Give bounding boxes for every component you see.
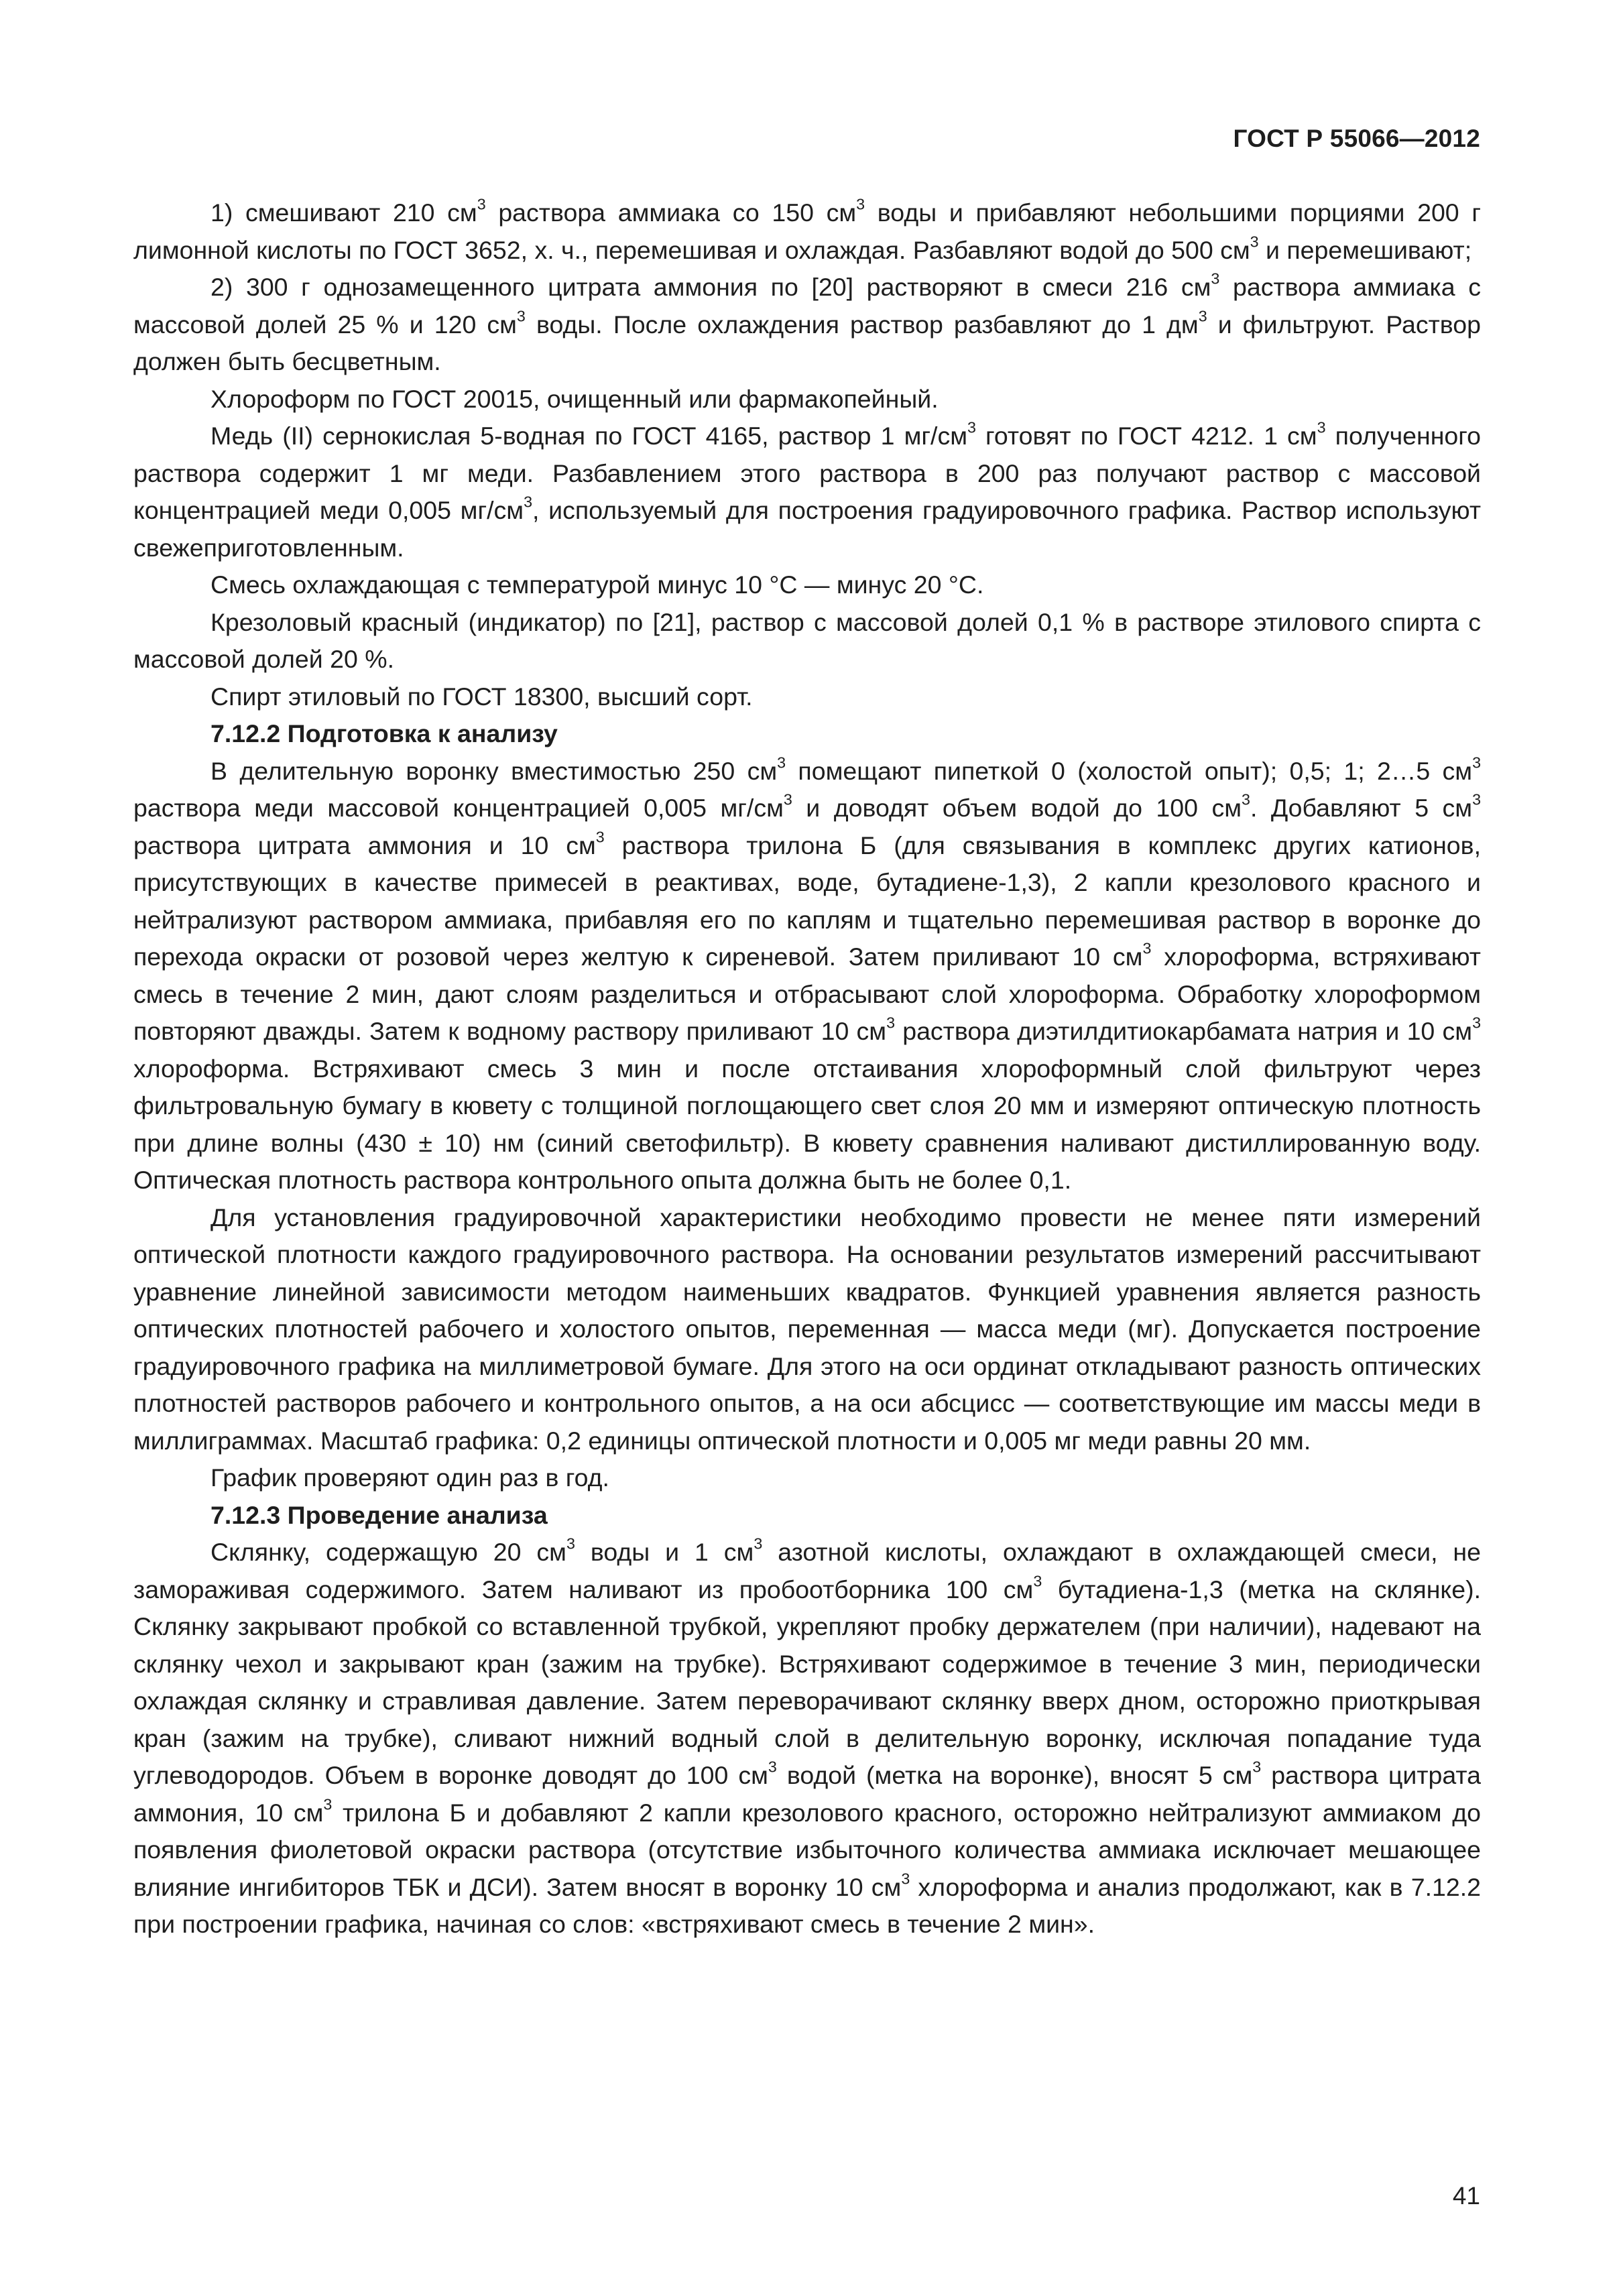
paragraph: Спирт этиловый по ГОСТ 18300, высший сорт.: [211, 682, 753, 711]
paragraph: Склянку, содержащую 20 $см^3$ воды и 1 $см^3$ азотной кислоты, охлаждают в охлаждающей смеси, не замораживая содержимого. Затем наливают из пробоотборника 100 $см^3$ бутадиена-1,3 (метка на склянке). Склянку закрывают пробкой со вставленной трубкой, укрепляют пробку держателем (при наличии), надевают на склянку чехол и закрывают кран (зажим на трубке). Встряхивают содержимое в течение 3 мин, периодически охлаждая склянку и стравливая давление. Затем переворачивают склянку вверх дном, осторожно приоткрывая кран (зажим на трубке), сливают нижний водный слой в делительную воронку, исключая попадание туда углеводородов. Объем в воронке доводят до 100 $см^3$ водой (метка на воронке), вносят 5 $см^3$ раствора цитрата аммония, 10 $см^3$ трилона Б и добавляют 2 капли крезолового красного, осторожно нейтрализуют аммиаком до появления фиолетовой окраски раствора (отсутствие избыточного количества аммиака исключает мешающее влияние ингибиторов ТБК и ДСИ). Затем вносят в воронку 10 $см^3$ хлороформа и анализ продолжают, как в 7.12.2 при построении графика, начиная со слов: «встряхивают смесь в течение 2 мин».: [133, 1534, 1481, 1938]
paragraph: Медь (II) сернокислая 5-водная по ГОСТ 4165, раствор 1 $мг/см^3$ готовят по ГОСТ 4212. 1 $см^3$ полученного раствора содержит 1 мг меди. Разбавлением этого раствора в 200 раз получают раствор с массовой концентрацией меди 0,005 $мг/см^3$, используемый для построения градуировочного графика. Раствор используют свежеприготовленным.: [133, 418, 1481, 562]
section-heading: 7.12.3 Проведение анализа: [211, 1500, 548, 1529]
paragraph: В делительную воронку вместимостью 250 $см^3$ помещают пипеткой 0 (холостой опыт); 0,5; 1; 2…5 $см^3$ раствора меди массовой концентрацией 0,005 $мг/см^3$ и доводят объем водой до 100 $см^3$. Добавляют 5 $см^3$ раствора цитрата аммония и 10 $см^3$ раствора трилона Б (для связывания в комплекс других катионов, присутствующих в качестве примесей в реактивах, воде, бутадиене-1,3), 2 капли крезолового красного и нейтрализуют раствором аммиака, прибавляя его по каплям и тщательно перемешивая раствор в воронке до перехода окраски от розовой через желтую к сиреневой. Затем приливают 10 $см^3$ хлороформа, встряхивают смесь в течение 2 мин, дают слоям разделиться и отбрасывают слой хлороформа. Обработку хлороформом повторяют дважды. Затем к водному раствору приливают 10 $см^3$ раствора диэтилдитиокарбамата натрия и 10 $см^3$ хлороформа. Встряхивают смесь 3 мин и после отстаивания хлороформный слой фильтруют через фильтровальную бумагу в кювету с толщиной поглощающего свет слоя 20 мм и измеряют оптическую плотность при длине волны (430 ± 10) нм (синий светофильтр). В кювету сравнения наливают дистиллированную воду. Оптическая плотность раствора контрольного опыта должна быть не более 0,1.: [133, 753, 1482, 1194]
paragraph: 2) 300 г однозамещенного цитрата аммония по [20] растворяют в смеси 216 $см^3$ раствора аммиака с массовой долей 25 % и 120 $см^3$ воды. После охлаждения раствор разбавляют до 1 $дм^3$ и фильтруют. Раствор должен быть бесцветным.: [133, 269, 1481, 375]
document-body: [133, 194, 1481, 1943]
paragraph: Крезоловый красный (индикатор) по [21], раствор с массовой долей 0,1 % в растворе этилового спирта с массовой долей 20 %.: [133, 607, 1481, 673]
paragraph: Для установления градуировочной характеристики необходимо провести не менее пяти измерений оптической плотности каждого градуировочного раствора. На основании результатов измерений рассчитывают уравнение линейной зависимости методом наименьших квадратов. Функцией уравнения является разность оптических плотностей рабочего и холостого опытов, переменная — масса меди (мг). Допускается построение градуировочного графика на миллиметровой бумаге. Для этого на оси ординат откладывают разность оптических плотностей растворов рабочего и контрольного опытов, а на оси абсцисс — соответствующие им массы меди в миллиграммах. Масштаб графика: 0,2 единицы оптической плотности и 0,005 мг меди равны 20 мм.: [133, 1203, 1481, 1455]
paragraph: Хлороформ по ГОСТ 20015, очищенный или фармакопейный.: [211, 384, 939, 413]
document-code-header: ГОСТ Р 55066—2012: [1233, 125, 1480, 152]
paragraph: Смесь охлаждающая с температурой минус 10 °С — минус 20 °С.: [211, 570, 984, 599]
paragraph: График проверяют один раз в год.: [211, 1463, 609, 1492]
paragraph: 1) смешивают 210 $см^3$ раствора аммиака со 150 $см^3$ воды и прибавляют небольшими порциями 200 г лимонной кислоты по ГОСТ 3652, х. ч., перемешивая и охлаждая. Разбавляют водой до 500 $см^3$ и перемешивают;: [133, 195, 1482, 264]
section-heading: 7.12.2 Подготовка к анализу: [211, 719, 558, 747]
page-number: 41: [1452, 2182, 1480, 2210]
